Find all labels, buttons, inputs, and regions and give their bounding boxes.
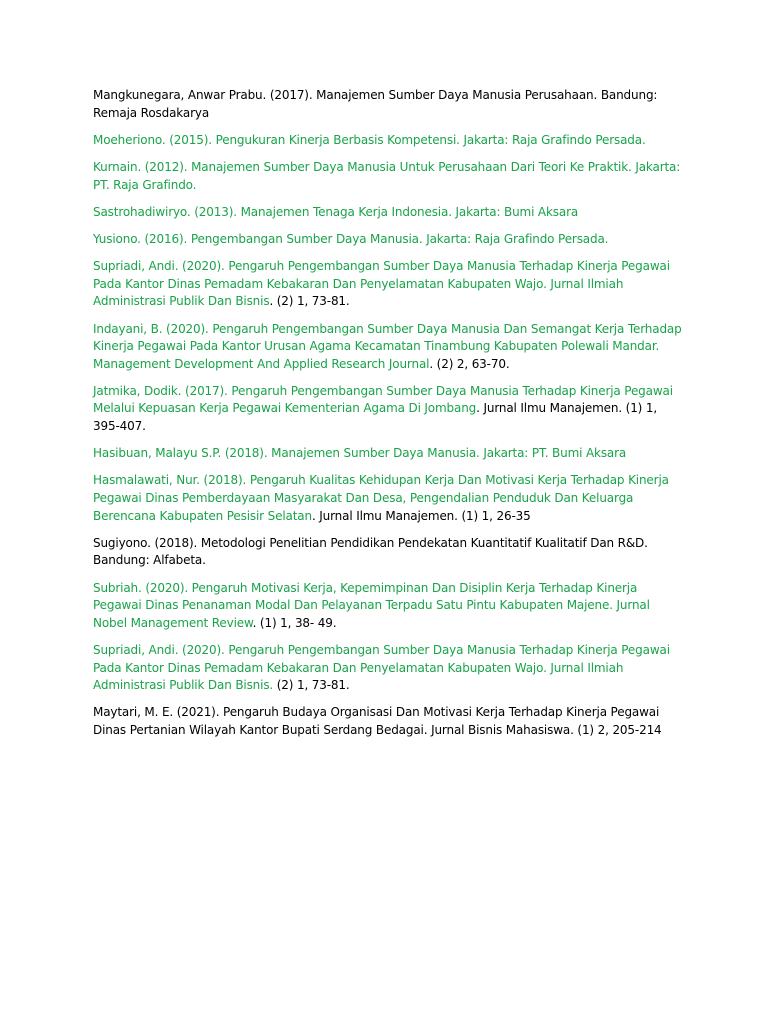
document-page (93, 87, 683, 749)
reference-entry (93, 204, 683, 222)
reference-text: . (2) 2, 63-70. (429, 356, 510, 371)
reference-entry (93, 580, 683, 633)
reference-entry (93, 383, 683, 436)
reference-text-green: Sastrohadiwiryo. (2013). Manajemen Tenaga Kerja Indonesia. Jakarta: Bumi Aksara (93, 204, 579, 219)
reference-entry (93, 445, 683, 463)
reference-text-green: Hasmalawati, Nur. (2018). Pengaruh Kualitas Kehidupan Kerja Dan Motivasi Kerja Terhadap Kinerja Pegawai Dinas Pemberdayaan Masyarakat Dan Desa, Pengendalian Penduduk Dan Keluarga Berencana Kabupaten Pesisir Selatan (93, 473, 669, 523)
reference-text: Mangkunegara, Anwar Prabu. (2017). Manajemen Sumber Daya Manusia Perusahaan. Bandung: Remaja Rosdakarya (93, 88, 658, 120)
reference-entry (93, 159, 683, 194)
reference-text: Sugiyono. (2018). Metodologi Penelitian Pendidikan Pendekatan Kuantitatif Kualitatif Dan R&D. Bandung: Alfabeta. (93, 535, 648, 568)
reference-text: (2) 1, 73-81. (273, 678, 350, 693)
reference-entry (93, 132, 683, 150)
reference-entry (93, 472, 683, 525)
reference-entry (93, 321, 683, 374)
reference-entry (93, 535, 683, 570)
reference-text: . (2) 1, 73-81. (269, 294, 350, 309)
reference-text-green: Supriadi, Andi. (2020). Pengaruh Pengembangan Sumber Daya Manusia Terhadap Kinerja Pegawai Pada Kantor Dinas Pemadam Kebakaran Dan Penyelamatan Kabupaten Wajo. Jurnal Ilmiah Administrasi Publik Dan Bisnis (93, 259, 670, 309)
reference-entry (93, 704, 683, 739)
reference-text-green: Supriadi, Andi. (2020). Pengaruh Pengembangan Sumber Daya Manusia Terhadap Kinerja Pegawai Pada Kantor Dinas Pemadam Kebakaran Dan Penyelamatan Kabupaten Wajo. Jurnal Ilmiah Administrasi Publik Dan Bisnis. (93, 642, 670, 693)
reference-entry (93, 231, 683, 249)
reference-entry (93, 258, 683, 311)
reference-text-green: Subriah. (2020). Pengaruh Motivasi Kerja, Kepemimpinan Dan Disiplin Kerja Terhadap Kinerja Pegawai Dinas Penanaman Modal Dan Pelayanan Terpadu Satu Pintu Kabupaten Majene. Jurnal Nobel Management Review (93, 580, 650, 630)
reference-list (93, 87, 683, 740)
reference-text-green: Jatmika, Dodik. (2017). Pengaruh Pengembangan Sumber Daya Manusia Terhadap Kinerja Pegawai Melalui Kepuasan Kerja Pegawai Kementerian Agama Di Jombang (93, 383, 673, 416)
reference-text: Maytari, M. E. (2021). Pengaruh Budaya Organisasi Dan Motivasi Kerja Terhadap Kinerja Pegawai Dinas Pertanian Wilayah Kantor Bupati Serdang Bedagai. Jurnal Bisnis Mahasiswa. (1) 2, 205-214 (93, 705, 662, 737)
reference-text-green: Indayani, B. (2020). Pengaruh Pengembangan Sumber Daya Manusia Dan Semangat Kerja Terhadap Kinerja Pegawai Pada Kantor Urusan Agama Kecamatan Tinambung Kabupaten Polewali Mandar. Management Development And Applied Research Journal (93, 321, 682, 371)
reference-text: . Jurnal Ilmu Manajemen. (1) 1, 395-407. (93, 401, 658, 434)
reference-entry (93, 642, 683, 695)
reference-text-green: Yusiono. (2016). Pengembangan Sumber Daya Manusia. Jakarta: Raja Grafindo Persada. (93, 231, 609, 246)
reference-text-green: Hasibuan, Malayu S.P. (2018). Manajemen Sumber Daya Manusia. Jakarta: PT. Bumi Aksara (93, 446, 627, 461)
reference-text: . (1) 1, 38- 49. (252, 615, 337, 630)
reference-text-green: Moeheriono. (2015). Pengukuran Kinerja Berbasis Kompetensi. Jakarta: Raja Grafindo Persada. (93, 132, 646, 147)
reference-text-green: Kurnain. (2012). Manajemen Sumber Daya Manusia Untuk Perusahaan Dari Teori Ke Praktik. Jakarta: PT. Raja Grafindo. (93, 159, 681, 192)
reference-text: . Jurnal Ilmu Manajemen. (1) 1, 26-35 (311, 508, 531, 523)
reference-entry (93, 87, 683, 122)
